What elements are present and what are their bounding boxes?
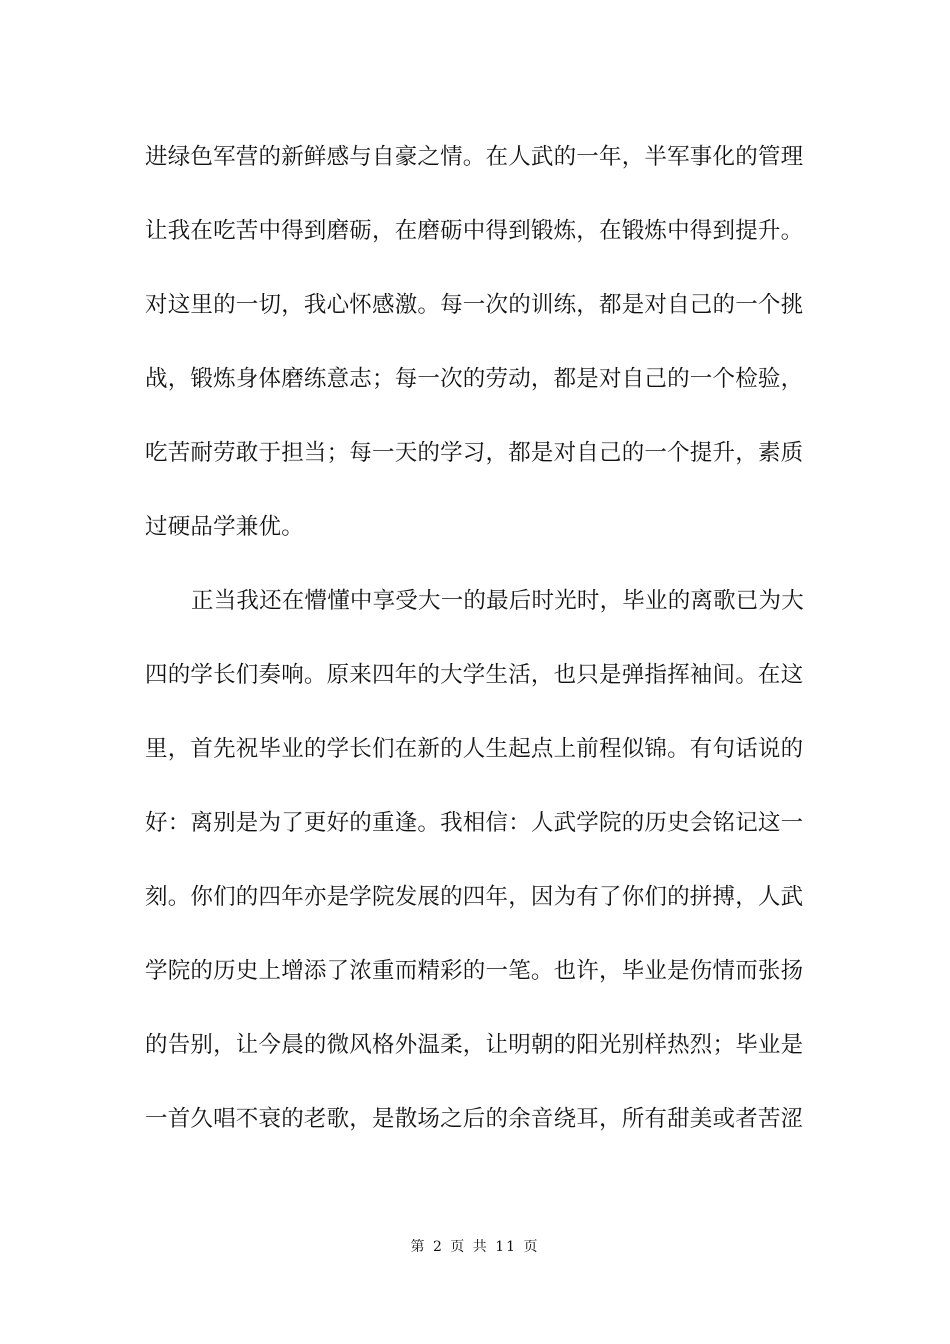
text-line: 刻。你们的四年亦是学院发展的四年，因为有了你们的拼搏，人武 [145,884,804,910]
text-line: 学院的历史上增添了浓重而精彩的一笔。也许，毕业是伤情而张扬 [145,958,804,984]
text-line: 过硬品学兼优。 [145,514,304,540]
page-number-text: 第 2 页 共 11 页 [410,1239,540,1255]
text-line: 的告别，让今晨的微风格外温柔，让明朝的阳光别样热烈；毕业是 [145,1032,804,1058]
text-line: 战，锻炼身体磨练意志；每一次的劳动，都是对自己的一个检验， [145,366,804,392]
page-footer [0,1237,950,1257]
text-line: 一首久唱不衰的老歌，是散场之后的余音绕耳，所有甜美或者苦涩 [145,1106,804,1132]
text-line: 让我在吃苦中得到磨砺，在磨砺中得到锻炼，在锻炼中得到提升。 [145,218,804,244]
paragraph-start-line: 正当我还在懵懂中享受大一的最后时光时，毕业的离歌已为大 [191,588,804,614]
text-line: 进绿色军营的新鲜感与自豪之情。在人武的一年，半军事化的管理 [145,144,804,170]
body-text [145,138,810,1174]
text-line: 对这里的一切，我心怀感激。每一次的训练，都是对自己的一个挑 [145,292,804,318]
text-line: 好：离别是为了更好的重逢。我相信：人武学院的历史会铭记这一 [145,810,804,836]
text-line: 四的学长们奏响。原来四年的大学生活，也只是弹指挥袖间。在这 [145,662,804,688]
text-line: 吃苦耐劳敢于担当；每一天的学习，都是对自己的一个提升，素质 [145,440,804,466]
text-line: 里，首先祝毕业的学长们在新的人生起点上前程似锦。有句话说的 [145,736,804,762]
